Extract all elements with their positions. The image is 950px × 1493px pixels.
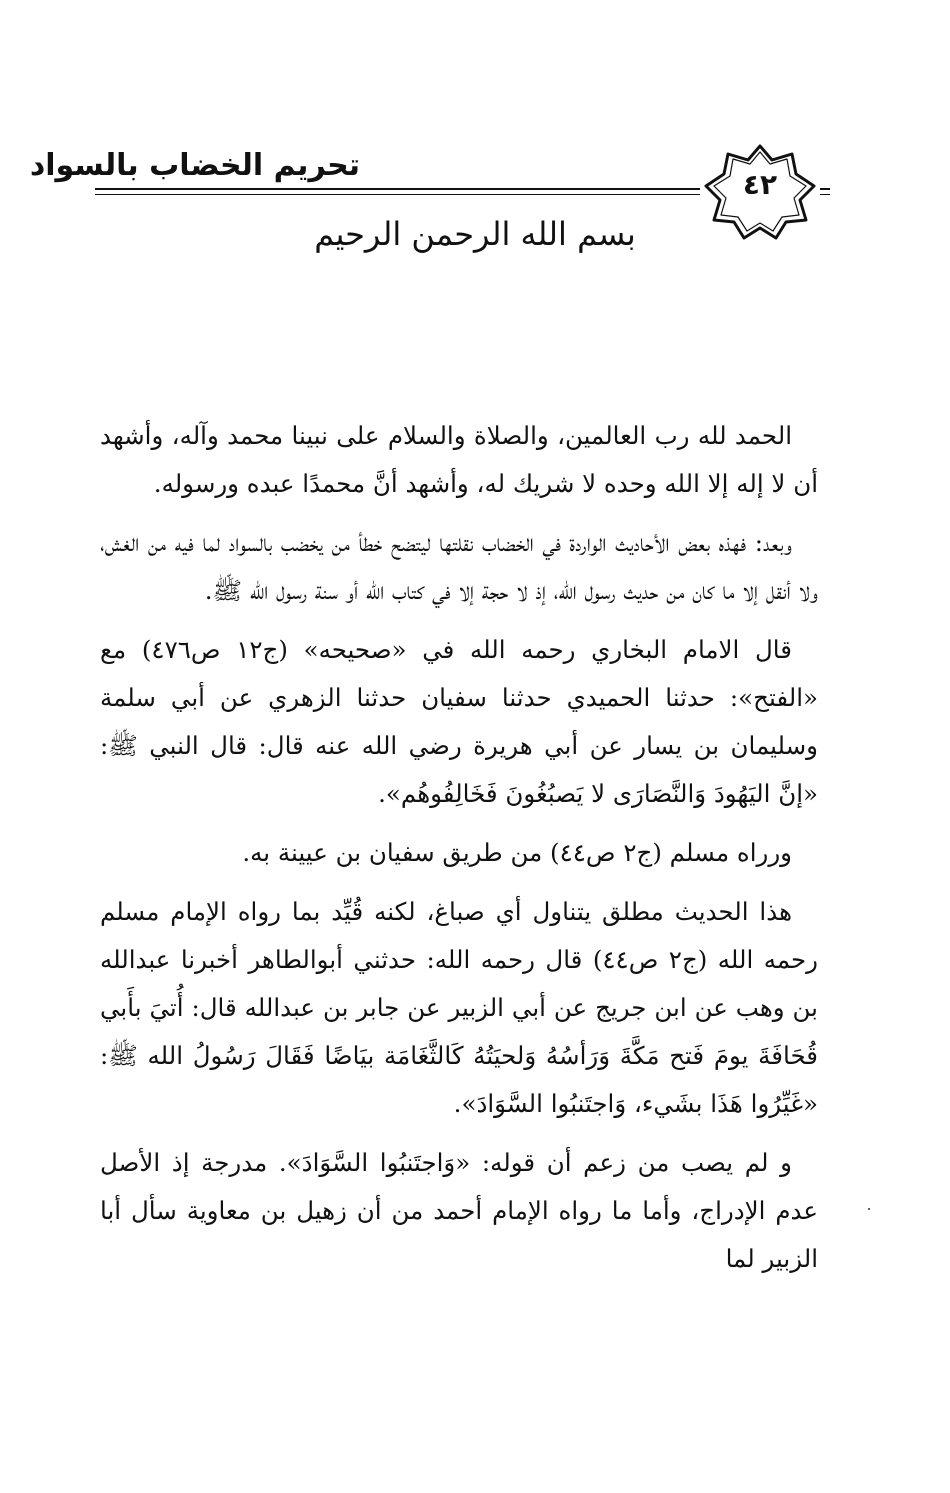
paragraph-intro: وبعد: فهذه بعض الأحاديث الواردة في الخضاب نقلتها ليتضح خطأ من يخضب بالسواد لما فيه من الغش، ولا أنقل إلا ما كان من حديث رسول الله، إذ لا حجة إلا في كتاب الله أو سنة رسول الله ﷺ. bbox=[100, 528, 818, 605]
paragraph-muslim-reference: ورراه مسلم (ج٢ ص٤٤) من طريق سفيان بن عيينة به. bbox=[242, 838, 792, 867]
main-text bbox=[100, 412, 818, 1294]
scan-speck bbox=[868, 1208, 870, 1210]
running-title: تحريم الخضاب بالسواد bbox=[29, 148, 360, 183]
paragraph-idraj-discussion: و لم يصب من زعم أن قوله: «وَاجتَنبُوا السَّوَادَ». مدرجة إذ الأصل عدم الإدراج، وأما ما رواه الإمام أحمد من أن زهيل بن معاوية سأل أبا الزبير لما bbox=[100, 1148, 818, 1273]
paragraph-opening: الحمد لله رب العالمين، والصلاة والسلام على نبينا محمد وآله، وأشهد أن لا إله إلا الله وحده لا شريك له، وأشهد أنَّ محمدًا عبده ورسوله. bbox=[100, 421, 818, 498]
basmala-calligraphy: بسم الله الرحمن الرحيم bbox=[314, 215, 636, 253]
paragraph-jabir-hadith: هذا الحديث مطلق يتناول أي صباغ، لكنه قُيِّد بما رواه الإمام مسلم رحمه الله (ج٢ ص٤٤) قال رحمه الله: حدثني أبوالطاهر أخبرنا عبدالله بن وهب عن ابن جريج عن أبي الزبير عن جابر بن عبدالله قال: أُتيَ بأَبي قُحَافَةَ يومَ فَتح مَكَّةَ وَرَأسُهُ وَلحيَتُهُ كَالثَّغَامَة بيَاضًا فَقَالَ رَسُولُ الله ﷺ: «غَيِّرُوا هَذَا بشَيء، وَاجتَنبُوا السَّوَادَ». bbox=[100, 897, 818, 1118]
page-number: ٤٢ bbox=[742, 168, 778, 201]
page-number-badge bbox=[700, 140, 820, 240]
paragraph-bukhari-hadith: قال الامام البخاري رحمه الله في «صحيحه» (ج١٢ ص٤٧٦) مع «الفتح»: حدثنا الحميدي حدثنا سفيان حدثنا الزهري عن أبي سلمة وسليمان بن يسار عن أبي هريرة رضي الله عنه قال: قال النبي ﷺ: «إنَّ اليَهُودَ وَالنَّصَارَى لا يَصبُغُونَ فَخَالِفُوهُم». bbox=[100, 635, 818, 808]
